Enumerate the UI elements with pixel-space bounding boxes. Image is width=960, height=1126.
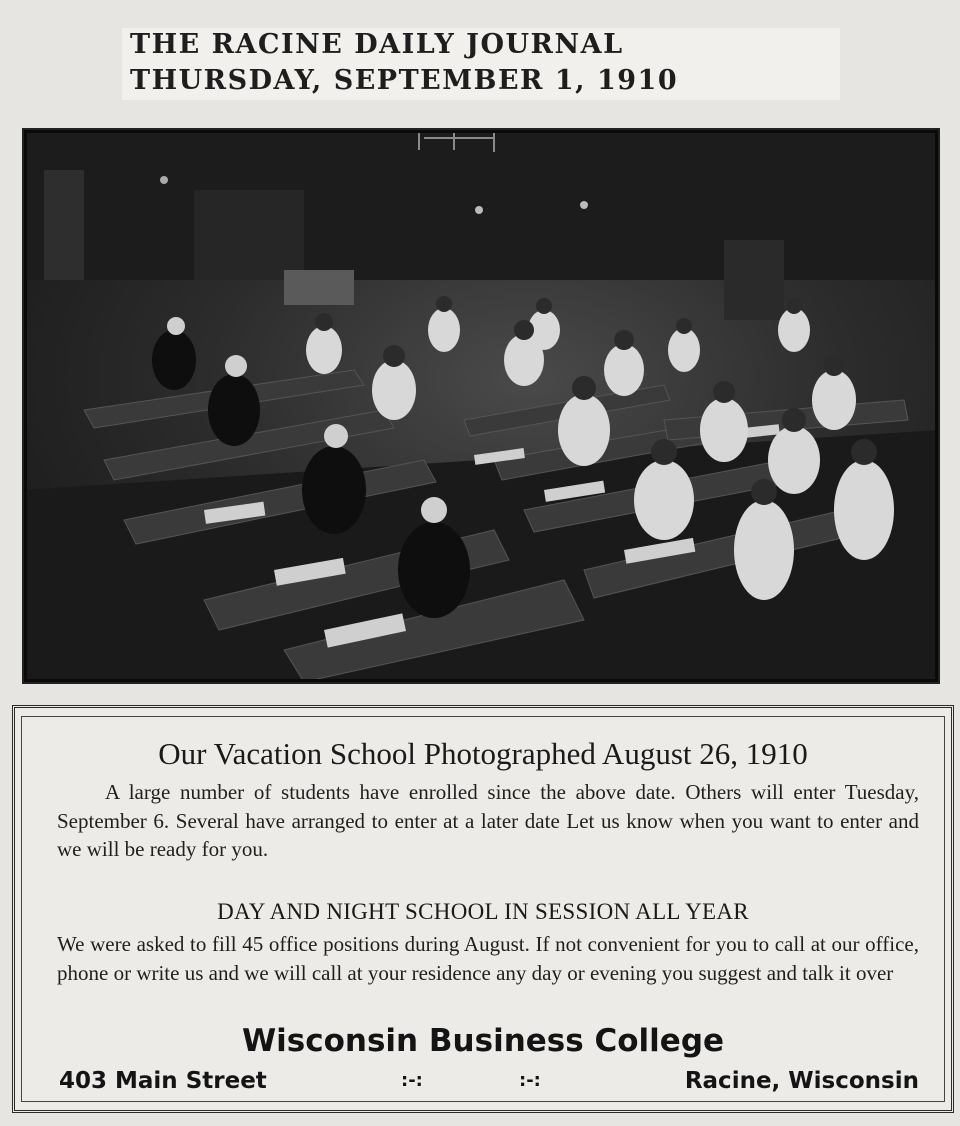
college-address: [59, 1066, 919, 1096]
classroom-photograph: [22, 128, 940, 684]
enrollment-paragraph: A large number of students have enrolled since the above date. Others will enter Tuesday, September 6. Several have arranged to enter at a later date Let us know when you want to enter and we will be ready for you.: [57, 780, 919, 861]
newspaper-masthead: [122, 28, 840, 100]
address-separator: :-:: [401, 1070, 423, 1091]
session-subheading: DAY AND NIGHT SCHOOL IN SESSION ALL YEAR: [217, 899, 749, 924]
street-address: 403 Main Street: [59, 1068, 267, 1094]
college-advertisement: [12, 705, 954, 1113]
address-separator: :-:: [519, 1070, 541, 1091]
newspaper-title: THE RACINE DAILY JOURNAL: [130, 29, 624, 60]
city-state: Racine, Wisconsin: [684, 1068, 919, 1094]
classroom-photo-illustration: [24, 130, 938, 682]
positions-paragraph: We were asked to fill 45 office positions during August. If not convenient for you to call at our office, phone or write us and we will call at your residence any day or evening you suggest and talk it over: [57, 932, 919, 985]
publication-date: THURSDAY, SEPTEMBER 1, 1910: [130, 65, 679, 96]
college-name: Wisconsin Business College: [241, 1023, 725, 1059]
advertisement-title: Our Vacation School Photographed August 26, 1910: [158, 736, 808, 771]
